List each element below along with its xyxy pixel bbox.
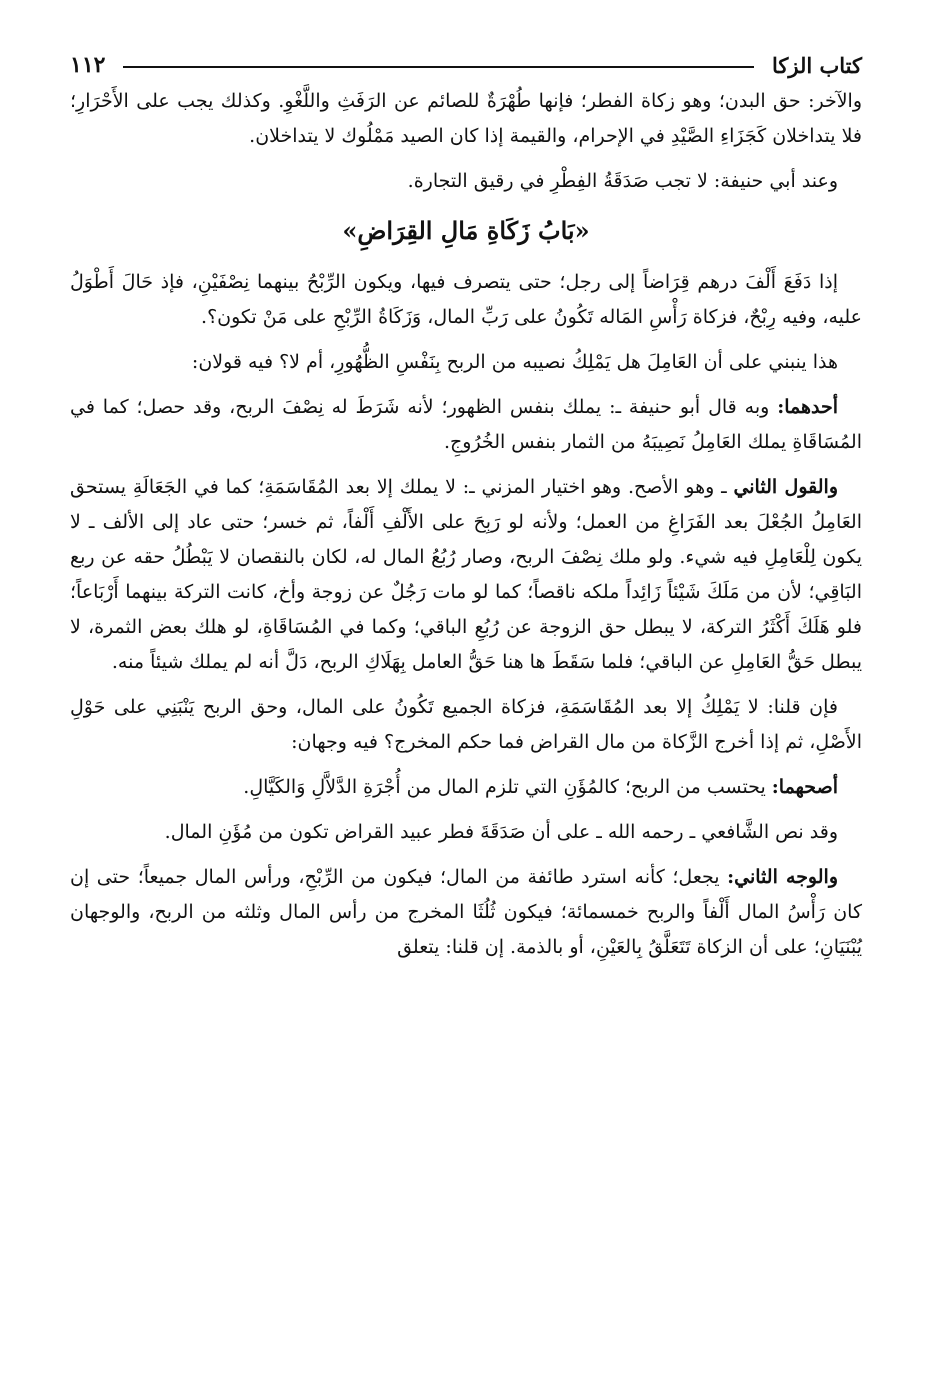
- paragraph-text: وبه قال أبو حنيفة ـ: يملك بنفس الظهور؛ لأنه شَرَطَ له نِصْفَ الربح، وقد حصل؛ كما في المُسَاقَاةِ يملك العَامِلُ نَصِيبَهُ من الثمار بنفس الخُرُوجِ.: [70, 396, 862, 453]
- page-header: [70, 46, 862, 84]
- paragraph-text: وعند أبي حنيفة: لا تجب صَدَقَةُ الفِطْرِ في رقيق التجارة.: [407, 170, 838, 192]
- paragraph-lead: والقول الثاني: [733, 476, 838, 498]
- paragraph: [70, 164, 862, 199]
- paragraph: [70, 265, 862, 335]
- paragraph-text: هذا ينبني على أن العَامِلَ هل يَمْلِكُ نصيبه من الربح بِنَفْسِ الظُّهُورِ، أم لا؟ فيه قولان:: [191, 351, 838, 373]
- document-page: [70, 46, 862, 975]
- paragraph-lead: أحدهما:: [777, 396, 838, 418]
- paragraph-text: يجعل؛ كأنه استرد طائفة من المال؛ فيكون من الرِّبْحِ، ورأس المال جميعاً؛ حتى إن كان رَأْسُ المال أَلْفاً والربح خمسمائة؛ فيكون ثُلُثَا المخرج من رأس المال وثلثه من الربح، والوجهان يُبْنَيَانِ؛ على أن الزكاة تَتَعَلَّقُ بِالعَيْنِ، أو بالذمة. إن قلنا: يتعلق: [70, 866, 862, 958]
- paragraph-text: فإن قلنا: لا يَمْلِكُ إلا بعد المُقَاسَمَةِ، فزكاة الجميع تَكُونُ على المال، وحق الربح يَنْبَنِي على حَوْلِ الأَصْلِ، ثم إذا أخرج الزَّكاة من مال القراض فما حكم المخرج؟ فيه وجهان:: [70, 696, 862, 753]
- paragraph: [70, 690, 862, 760]
- page-number: ١١٢: [70, 52, 106, 78]
- header-rule: [123, 66, 754, 68]
- paragraph-lead: والوجه الثاني:: [727, 866, 838, 888]
- chapter-heading: «بَابُ زَكَاةِ مَالِ القِرَاضِ»: [342, 216, 590, 245]
- paragraph-text: يحتسب من الربح؛ كالمُؤَنِ التي تلزم المال من أُجْرَةِ الدَّلاَّلِ وَالكَيَّالِ.: [243, 776, 772, 798]
- running-title: كتاب الزكا: [771, 52, 862, 78]
- page-body: [70, 84, 862, 965]
- paragraph-text: والآخر: حق البدن؛ وهو زكاة الفطر؛ فإنها طُهْرَةٌ للصائم عن الرَفَثِ واللَّغْوِ. وكذلك يجب على الأَحْرَارِ؛ فلا يتداخلان كَجَزَاءِ الصَّيْدِ في الإحرام، والقيمة إذا كان الصيد مَمْلُوك لا يتداخلان.: [70, 90, 862, 147]
- paragraph-text: وقد نص الشَّافعي ـ رحمه الله ـ على أن صَدَقَةَ فطر عبيد القراض تكون من مُؤَنِ المال.: [164, 821, 838, 843]
- paragraph: [70, 860, 862, 965]
- paragraph-lead: أصحهما:: [771, 776, 838, 798]
- paragraph-text: ـ وهو الأصح. وهو اختيار المزني ـ: لا يملك إلا بعد المُقَاسَمَةِ؛ كما في الجَعَالَةِ يستحق العَامِلُ الجُعْلَ بعد الفَرَاغِ من العمل؛ ولأنه لو رَبِحَ على الأَلْفِ أَلْفاً، ثم خسر؛ حتى عاد إلى الألف ـ لا يكون لِلْعَامِلِ فيه شيء. ولو ملك نِصْفَ الربح، وصار رُبُعُ المال له، لكان بالنقصان لا يَبْطُلُ حقه عن ربع البَاقِي؛ لأن من مَلَكَ شَيْئاً زَائِداً ملكه ناقصاً؛ كما لو مات رَجُلٌ عن زوجة وأخ، كانت التركة بينهما أَرْبَاعاً؛ فلو هَلَكَ أَكْثَرُ التركة، لا يبطل حق الزوجة عن رُبُعِ الباقي؛ وكما في المُسَاقَاةِ، لو هلك بعض الثمرة، لا يبطل حَقُّ العَامِلِ عن الباقي؛ فلما سَقَطَ ها هنا حَقُّ العامل بِهَلَاكِ الربح، دَلَّ أنه لم يملك شيئاً منه.: [70, 476, 862, 673]
- paragraph: [70, 390, 862, 460]
- paragraph: [70, 345, 862, 380]
- paragraph: [70, 470, 862, 680]
- paragraph: [70, 84, 862, 154]
- paragraph-text: إذا دَفَعَ أَلْفَ درهم قِرَاضاً إلى رجل؛ حتى يتصرف فيها، ويكون الرِّبْحُ بينهما نِصْفَيْنِ، فإذ حَالَ أَطْوَلُ عليه، وفيه رِبْحٌ، فزكاة رَأْسِ المَاله تَكُونُ على رَبِّ المال، وَزَكَاةُ الرِّبْحِ على مَنْ تكون؟.: [70, 271, 862, 328]
- paragraph: [70, 815, 862, 850]
- paragraph: [70, 770, 862, 805]
